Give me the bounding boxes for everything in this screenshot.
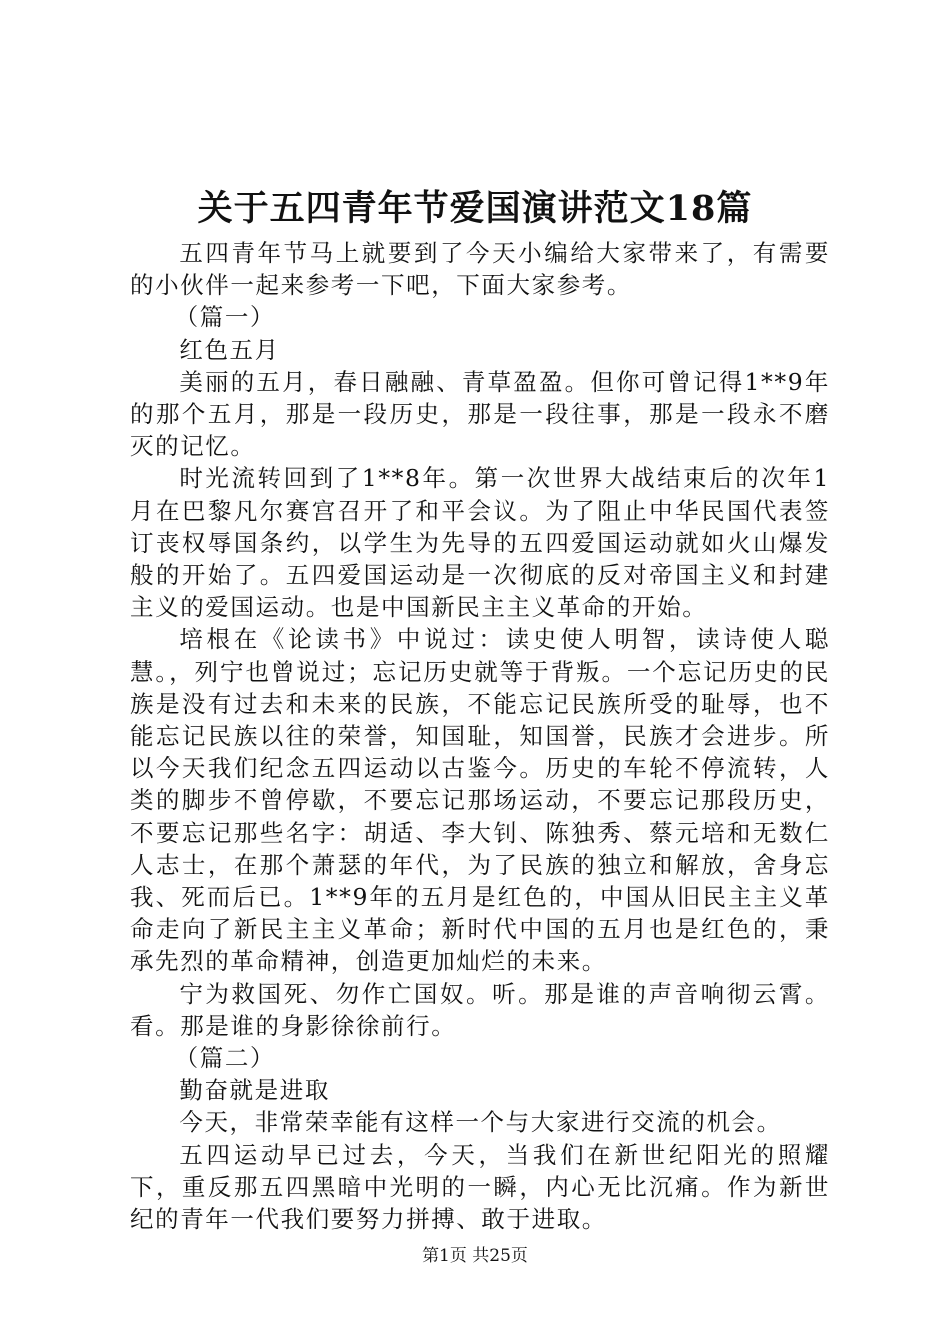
body-paragraph: 宁为救国死、勿作亡国奴。听。那是谁的声音响彻云霄。看。那是谁的身影徐徐前行。 [130,979,830,1040]
intro-paragraph: 五四青年节马上就要到了今天小编给大家带来了，有需要的小伙伴一起来参考一下吧，下面大家参考。 [130,239,830,300]
section-label-1: （篇一） [174,303,276,332]
page-footer: 第1页 共25页 [422,1246,528,1266]
section-label-2: （篇二） [174,1044,276,1073]
document-body [130,237,830,1235]
document-title: 关于五四青年节爱国演讲范文18篇 [197,188,753,229]
body-paragraph: 美丽的五月，春日融融、青草盈盈。但你可曾记得1**9年的那个五月，那是一段历史，那是一段往事，那是一段永不磨灭的记忆。 [130,367,830,461]
body-paragraph: 五四运动早已过去，今天，当我们在新世纪阳光的照耀下，重反那五四黑暗中光明的一瞬，内心无比沉痛。作为新世纪的青年一代我们要努力拼搏、敢于进取。 [130,1140,830,1234]
body-paragraph: 今天，非常荣幸能有这样一个与大家进行交流的机会。 [179,1108,782,1137]
section-heading-2: 勤奋就是进取 [179,1076,330,1105]
body-paragraph: 培根在《论读书》中说过：读史使人明智，读诗使人聪慧。，列宁也曾说过；忘记历史就等于背叛。一个忘记历史的民族是没有过去和未来的民族，不能忘记民族所受的耻辱，也不能忘记民族以往的荣誉，知国耻，知国誉，民族才会进步。所以今天我们纪念五四运动以古鉴今。历史的车轮不停流转，人类的脚步不曾停歇，不要忘记那场运动，不要忘记那段历史，不要忘记那些名字：胡适、李大钊、陈独秀、蔡元培和无数仁人志士，在那个萧瑟的年代，为了民族的独立和解放，舍身忘我、死而后已。1**9年的五月是红色的，中国从旧民主主义革命走向了新民主主义革命；新时代中国的五月也是红色的，秉承先烈的革命精神，创造更加灿烂的未来。 [130,625,830,976]
body-paragraph: 时光流转回到了1**8年。第一次世界大战结束后的次年1月在巴黎凡尔赛宫召开了和平会议。为了阻止中华民国代表签订丧权辱国条约，以学生为先导的五四爱国运动就如火山爆发般的开始了。五四爱国运动是一次彻底的反对帝国主义和封建主义的爱国运动。也是中国新民主主义革命的开始。 [130,464,830,622]
section-heading-1: 红色五月 [179,335,280,364]
